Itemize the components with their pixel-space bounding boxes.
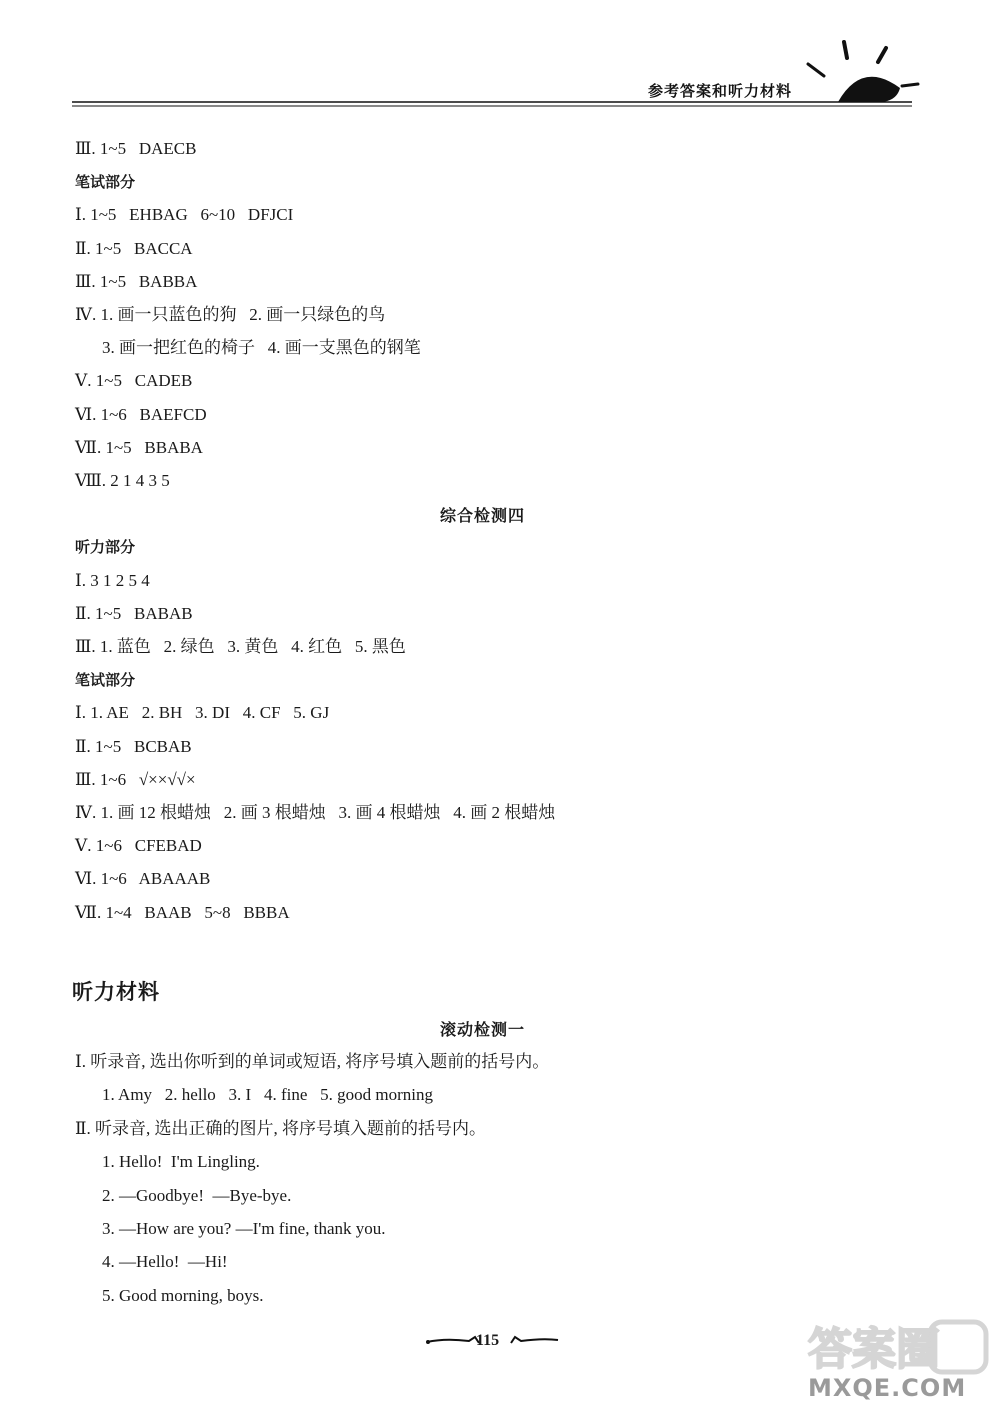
- watermark-logo-text: 答案圈: [808, 1324, 940, 1375]
- answer-line: 3. 画一把红色的椅子 4. 画一支黑色的钢笔: [102, 338, 421, 358]
- answer-line: Ⅰ. 3 1 2 5 4: [75, 570, 150, 590]
- listening-line: Ⅱ. 听录音, 选出正确的图片, 将序号填入题前的括号内。: [75, 1118, 487, 1138]
- answer-line: Ⅴ. 1~6 CFEBAD: [75, 836, 202, 856]
- page-number: 115: [476, 1332, 500, 1349]
- answer-line: Ⅶ. 1~5 BBABA: [75, 437, 203, 457]
- answer-line: Ⅷ. 2 1 4 3 5: [75, 471, 170, 490]
- answer-line: Ⅱ. 1~5 BACCA: [75, 238, 193, 258]
- listening-line: 1. Amy 2. hello 3. I 4. fine 5. good morning: [102, 1085, 434, 1105]
- listening-line: 5. Good morning, boys.: [102, 1285, 264, 1305]
- watermark-text: MXQE.COM: [808, 1374, 967, 1402]
- section-heading: 听力部分: [75, 538, 136, 557]
- section-heading: 笔试部分: [75, 173, 136, 192]
- section-heading: 笔试部分: [75, 671, 136, 690]
- running-header-title: 参考答案和听力材料: [648, 82, 793, 100]
- answer-line: Ⅶ. 1~4 BAAB 5~8 BBBA: [75, 902, 290, 922]
- header-rule: [72, 100, 912, 108]
- listening-subtitle: 滚动检测一: [440, 1020, 526, 1039]
- answer-line: Ⅳ. 1. 画 12 根蜡烛 2. 画 3 根蜡烛 3. 画 4 根蜡烛 4. 画 2 根蜡烛: [75, 803, 556, 822]
- answer-line: Ⅲ. 1. 蓝色 2. 绿色 3. 黄色 4. 红色 5. 黑色: [75, 637, 406, 656]
- listening-materials-title: 听力材料: [72, 980, 160, 1004]
- answer-line: Ⅲ. 1~5 DAECB: [75, 139, 197, 158]
- listening-line: 2. —Goodbye! —Bye-bye.: [102, 1185, 292, 1205]
- answer-line: Ⅱ. 1~5 BABAB: [75, 603, 193, 623]
- answer-line: Ⅵ. 1~6 BAEFCD: [75, 404, 207, 424]
- answer-line: Ⅲ. 1~6 √××√√×: [75, 769, 196, 789]
- listening-line: Ⅰ. 听录音, 选出你听到的单词或短语, 将序号填入题前的括号内。: [75, 1052, 550, 1071]
- answer-line: Ⅳ. 1. 画一只蓝色的狗 2. 画一只绿色的鸟: [75, 305, 386, 324]
- answer-line: Ⅱ. 1~5 BCBAB: [75, 736, 192, 756]
- section-title: 综合检测四: [440, 506, 526, 526]
- answer-line: Ⅵ. 1~6 ABAAAB: [75, 869, 211, 889]
- answer-line: Ⅰ. 1~5 EHBAG 6~10 DFJCI: [75, 205, 294, 225]
- listening-line: 1. Hello! I'm Lingling.: [102, 1152, 260, 1172]
- listening-line: 3. —How are you? —I'm fine, thank you.: [102, 1219, 386, 1238]
- answer-line: Ⅰ. 1. AE 2. BH 3. DI 4. CF 5. GJ: [75, 703, 330, 723]
- sun-decoration-icon: [800, 30, 925, 110]
- listening-line: 4. —Hello! —Hi!: [102, 1252, 228, 1272]
- answer-line: Ⅲ. 1~5 BABBA: [75, 271, 198, 291]
- answer-line: Ⅴ. 1~5 CADEB: [75, 371, 193, 391]
